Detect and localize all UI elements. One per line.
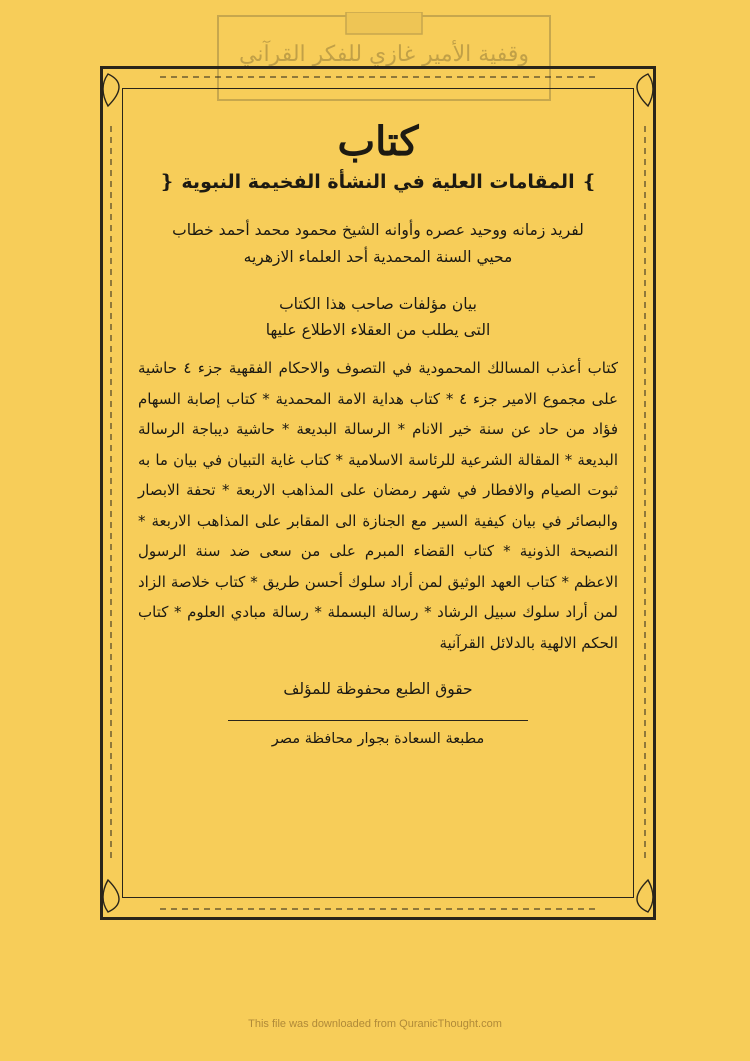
author-line-1: لفريد زمانه ووحيد عصره وأوانه الشيخ محمود محمد أحمد خطاب [172, 221, 584, 239]
copyright-notice: حقوق الطبع محفوظة للمؤلف [283, 680, 473, 698]
download-notice: This file was downloaded from QuranicThought.com [248, 1018, 502, 1030]
title-page [138, 110, 618, 747]
ornament-right-icon: ❵ [581, 171, 598, 193]
works-subheading: التى يطلب من العقلاء الاطلاع عليها [265, 321, 491, 339]
book-heading: كتاب [337, 118, 419, 165]
book-title [138, 171, 618, 193]
divider [228, 720, 528, 721]
ornament-left-icon: ❴ [158, 171, 175, 193]
works-heading: بيان مؤلفات صاحب هذا الكتاب [279, 295, 477, 313]
stamp-text: وقفية الأمير غازي للفكر القرآني [238, 42, 529, 67]
printer-name: مطبعة السعادة بجوار محافظة مصر [271, 731, 485, 747]
author-line-2: محيي السنة المحمدية أحد العلماء الازهريه [243, 248, 513, 266]
works-list: كتاب أعذب المسالك المحمودية في التصوف والاحكام الفقهية جزء ٤ حاشية على مجموع الامير جزء ٤ * كتاب هداية الامة المحمدية * كتاب إصابة السهام فؤاد من حاد عن سنة خير الانام * الرسالة البديعة * حاشية ديباجة الرسالة البديعة * المقالة الشرعية للرئاسة الاسلامية * كتاب غاية التبيان في بيان ما به ثبوت الصيام والافطار في شهر رمضان على المذاهب الاربعة * تحفة الابصار والبصائر في بيان كيفية السير مع الجنازة الى المقابر على المذاهب الاربعة * النصيحة الذونية * كتاب القضاء المبرم على من سعى ضد سنة الرسول الاعظم * كتاب العهد الوثيق لمن أراد سلوك أحسن طريق * كتاب خلاصة الزاد لمن أراد سلوك سبيل الرشاد * رسالة البسملة * رسالة مبادي العلوم * كتاب الحكم الالهية بالدلائل القرآنية [138, 359, 618, 652]
book-title-text: المقامات العلية في النشأة الفخيمة النبوية [181, 171, 575, 193]
